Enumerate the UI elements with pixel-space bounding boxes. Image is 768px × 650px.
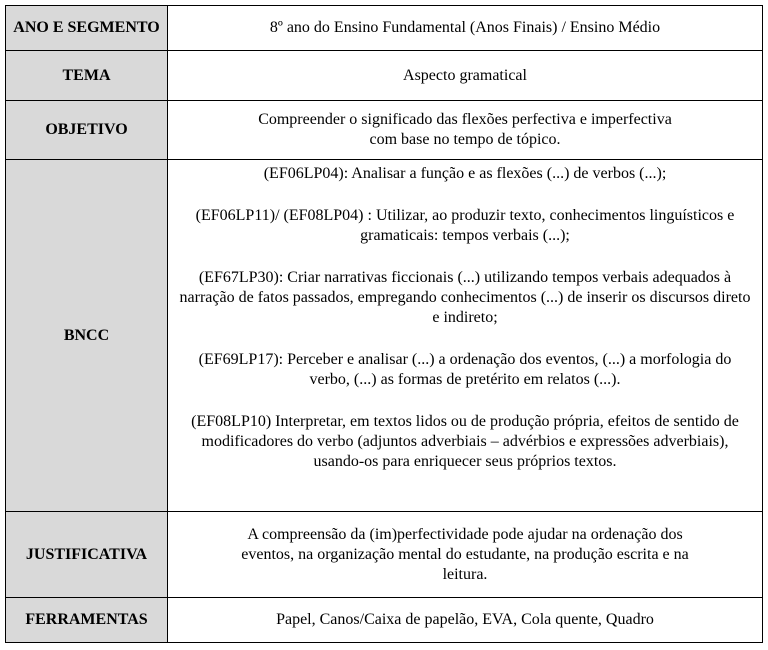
- bncc-item: (EF69LP17): Perceber e analisar (...) a ordenação dos eventos, (...) a morfologia do verbo, (...) as formas de pretérito em relatos (...).: [198, 351, 732, 388]
- row-objetivo: [6, 101, 763, 160]
- lesson-plan-table: [5, 5, 763, 643]
- label-ferramentas: FERRAMENTAS: [6, 598, 168, 643]
- row-justificativa: [6, 512, 763, 598]
- value-bncc: [168, 160, 763, 512]
- row-bncc: [6, 160, 763, 512]
- label-justificativa: JUSTIFICATIVA: [6, 512, 168, 598]
- row-ano-segmento: [6, 6, 763, 51]
- value-justificativa: A compreensão da (im)perfectividade pode ajudar na ordenação dos eventos, na organização mental do estudante, na produção escrita e na leitura.: [168, 512, 763, 598]
- lesson-plan-table-wrapper: [5, 5, 763, 643]
- value-tema: Aspecto gramatical: [168, 51, 763, 101]
- row-tema: [6, 51, 763, 101]
- value-ano-segmento: 8º ano do Ensino Fundamental (Anos Finais) / Ensino Médio: [168, 6, 763, 51]
- bncc-item: (EF06LP04): Analisar a função e as flexões (...) de verbos (...);: [263, 165, 667, 182]
- value-ferramentas: Papel, Canos/Caixa de papelão, EVA, Cola quente, Quadro: [168, 598, 763, 643]
- bncc-item: (EF67LP30): Criar narrativas ficcionais (...) utilizando tempos verbais adequados à narração de fatos passados, empregando conhecimentos (...) de inserir os discursos direto e indireto;: [179, 269, 751, 326]
- label-bncc: BNCC: [6, 160, 168, 512]
- bncc-item: (EF08LP10) Interpretar, em textos lidos ou de produção própria, efeitos de sentido de modificadores do verbo (adjuntos adverbiais – advérbios e expressões adverbiais), usando-os para enriquecer seus próprios textos.: [191, 413, 739, 470]
- label-tema: TEMA: [6, 51, 168, 101]
- label-ano-segmento: ANO E SEGMENTO: [6, 6, 168, 51]
- bncc-item: (EF06LP11)/ (EF08LP04) : Utilizar, ao produzir texto, conhecimentos linguísticos e gramaticais: tempos verbais (...);: [195, 207, 735, 244]
- label-objetivo: OBJETIVO: [6, 101, 168, 160]
- row-ferramentas: [6, 598, 763, 643]
- value-objetivo: Compreender o significado das flexões perfectiva e imperfectiva com base no tempo de tópico.: [168, 101, 763, 160]
